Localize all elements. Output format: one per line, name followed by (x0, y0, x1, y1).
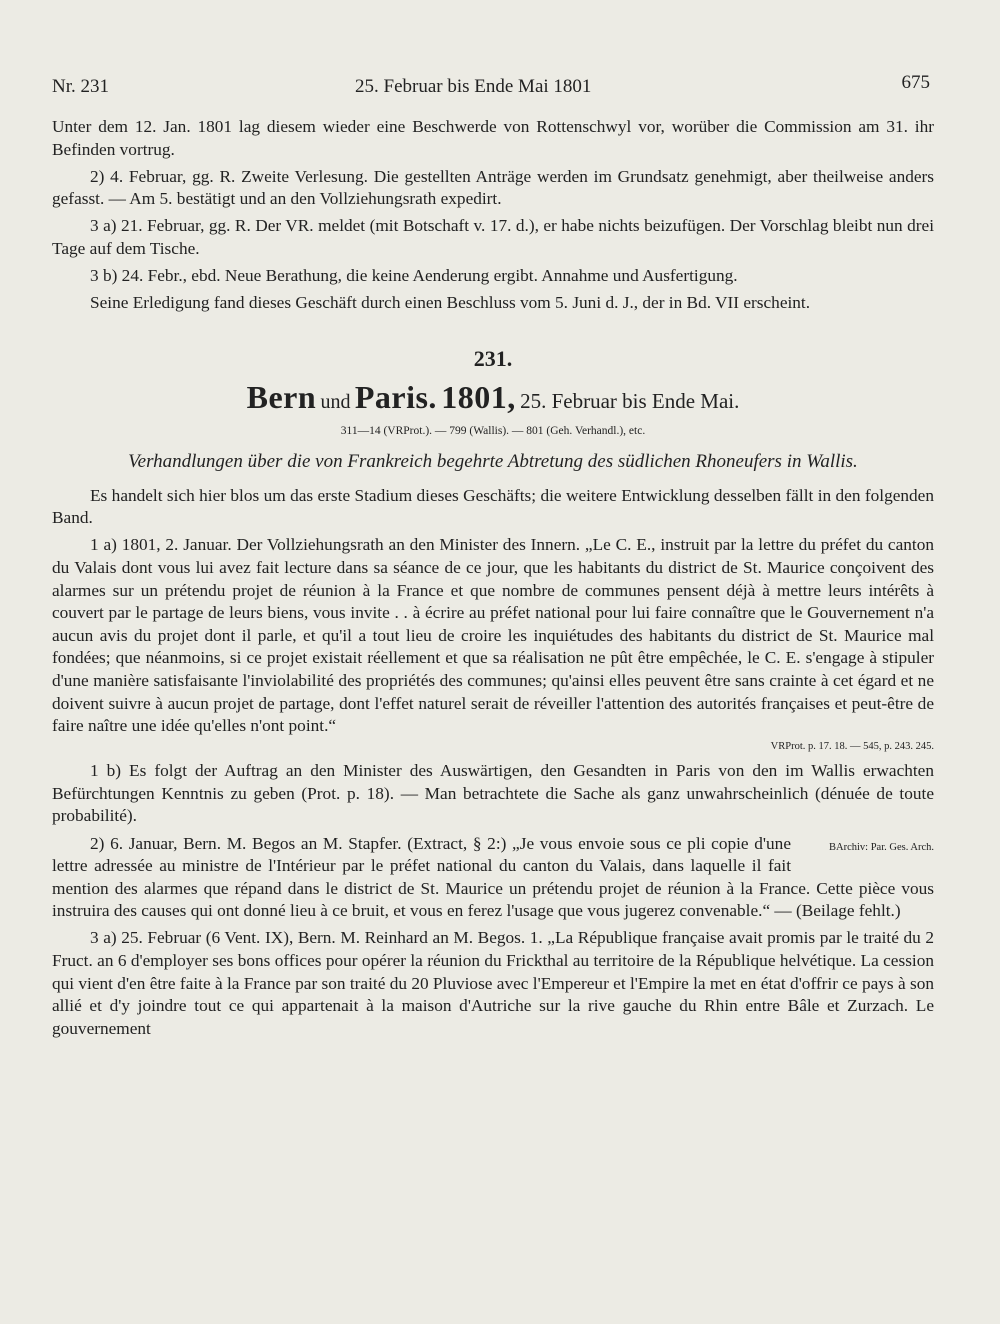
archive-references: 311—14 (VRProt.). — 799 (Wallis). — 801 (Geh. Verhandl.), etc. (340, 424, 646, 437)
body-paragraph-text: 2) 6. Januar, Bern. M. Begos an M. Stapfer. (Extract, § 2:) „Je vous envoie sous ce pli copie d'une lettre adressée au ministre de l'Intérieur par le préfet national du canton du Valais, dans laquelle il fait mention des alarmes que répand dans le district de St. Maurice un prétendu projet de réunion à la France. Cette pièce vous instruira des causes qui ont donné lieu à ce bruit, et vous en ferez l'usage que vous jugerez convenable.“ — (Beilage fehlt.) (52, 833, 934, 921)
intro-paragraph: Unter dem 12. Jan. 1801 lag diesem wieder eine Beschwerde von Rottenschwyl vor, worüber die Commission am 31. ihr Befinden vortrug. (52, 117, 934, 159)
title-place-paris: Paris. (354, 378, 437, 415)
body-paragraph: 1 b) Es folgt der Auftrag an den Minister des Auswärtigen, den Gesandten in Paris von den im Wallis erwachten Befürchtungen Kenntnis zu geben (Prot. p. 18). — Man betrachtete die Sache als ganz unwahrscheinlich (dénuée de toute probabilité). (52, 761, 934, 826)
running-header (52, 72, 930, 102)
title-place-bern: Bern (246, 378, 317, 415)
source-citation: VRProt. p. 17. 18. — 545, p. 243. 245. (770, 741, 934, 753)
body-paragraph: Es handelt sich hier blos um das erste Stadium dieses Geschäfts; die weitere Entwicklung desselben fällt in den folgenden Band. (52, 485, 934, 528)
body-paragraph: 3 a) 25. Februar (6 Vent. IX), Bern. M. Reinhard an M. Begos. 1. „La République française avait promis par le traité du 2 Fruct. an 6 d'employer ses bons offices pour opérer la réunion du Frickthal au territoire de la République helvétique. La cession qui vient d'en être faite à la France par son traité du 20 Pluviose avec l'Empereur et l'Empire la met en état d'offrir ce pays à son allié et d'y joindre tout ce qui appartenait à la maison d'Autriche sur la rive gauche du Rhin entre Bâle et Zurzach. Le gouvernement (52, 928, 934, 1038)
title-year: 1801, (441, 378, 516, 415)
document-number-header: Nr. 231 (52, 76, 109, 97)
body-paragraph (52, 833, 934, 923)
page-body (52, 116, 934, 1045)
intro-paragraph: 3 b) 24. Febr., ebd. Neue Berathung, die keine Aenderung ergibt. Annahme und Ausfertigung. (90, 266, 738, 286)
title-dates: 25. Februar bis Ende Mai. (520, 388, 740, 413)
page-number: 675 (901, 72, 930, 93)
document-title (52, 379, 934, 421)
intro-paragraph: 2) 4. Februar, gg. R. Zweite Verlesung. Die gestellten Anträge werden im Grundsatz genehmigt, aber theilweise anders gefasst. — Am 5. bestätigt und an den Vollziehungsrath expedirt. (52, 166, 934, 209)
intro-paragraph: Seine Erledigung fand dieses Geschäft durch einen Beschluss vom 5. Juni d. J., der in Bd. VII erscheint. (90, 293, 811, 313)
title-conjunction: und (320, 390, 351, 413)
body-paragraph: 1 a) 1801, 2. Januar. Der Vollziehungsrath an den Minister des Innern. „Le C. E., instruit par la lettre du préfet du canton du Valais dont vous lui avez fait lecture dans sa séance de ce jour, que les habitants du district de St. Maurice conçoivent des alarmes sur un prétendu projet de réunion à la France et que nombre de communes pensent déjà à mettre leurs intérêts à couvert par le partage de leurs biens, vous invite . . à écrire au préfet national pour lui faire connaître que le Gouvernement n'a aucun avis du projet dont il parle, et qu'il a tout lieu de croire les inquiétudes des habitants du district de St. Maurice mal fondées; que néanmoins, si ce projet existait réellement et que sa réalisation ne pût être empêchée, le C. E. s'engage à stipuler d'une manière satisfaisante l'inviolabilité des propriétés des communes; qu'ainsi elles peuvent être sans crainte à cet égard et ne doivent suivre à aucun projet de partage, dont l'effet naturel serait de réveiller l'attention des autorités françaises et peut-être de faire naître une idée qu'elles n'ont point.“ (52, 535, 934, 736)
document-number: 231. (473, 345, 513, 371)
document-subtitle: Verhandlungen über die von Frankreich begehrte Abtretung des südlichen Rhoneufers in Wallis. (128, 450, 858, 472)
date-range-header: 25. Februar bis Ende Mai 1801 (355, 76, 592, 97)
intro-paragraph: 3 a) 21. Februar, gg. R. Der VR. meldet (mit Botschaft v. 17. d.), er habe nichts beizufügen. Der Vorschlag bleibt nun drei Tage auf dem Tische. (52, 216, 934, 258)
source-citation: BArchiv: Par. Ges. Arch. (829, 841, 934, 853)
